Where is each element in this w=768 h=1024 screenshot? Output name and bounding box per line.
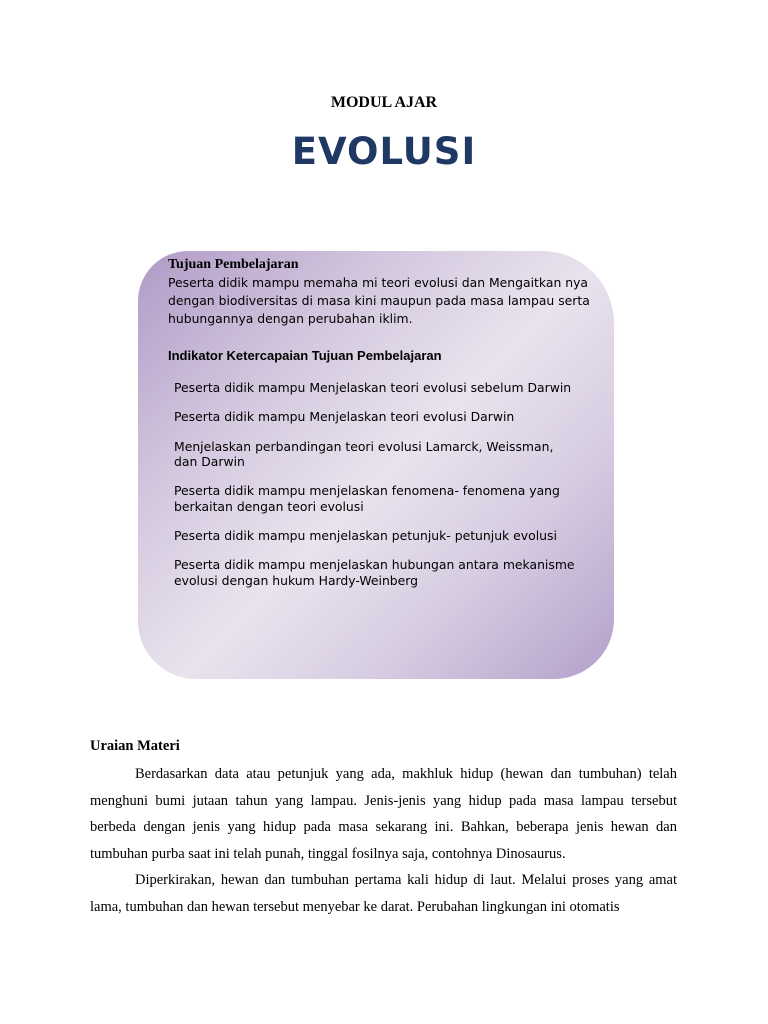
page-title: EVOLUSI xyxy=(291,130,477,173)
indicator-item: Peserta didik mampu menjelaskan fenomena- fenomena yang berkaitan dengan teori evolusi xyxy=(174,483,560,514)
module-label: MODUL AJAR xyxy=(330,94,438,111)
material-heading: Uraian Materi xyxy=(90,738,180,754)
material-paragraph: Berdasarkan data atau petunjuk yang ada, makhluk hidup (hewan dan tumbuhan) telah menghuni bumi jutaan tahun yang lampau. Jenis-jenis yang hidup pada masa lampau tersebut berbeda dengan jenis yang hidup pada masa sekarang ini. Bahkan, beberapa jenis hewan dan tumbuhan purba saat ini telah punah, tinggal fosilnya saja, contohnya Dinosaurus. xyxy=(90,766,677,862)
indicator-item: Peserta didik mampu menjelaskan petunjuk- petunjuk evolusi xyxy=(174,528,557,544)
material-body xyxy=(90,761,677,927)
indicator-item: Menjelaskan perbandingan teori evolusi Lamarck, Weissman, dan Darwin xyxy=(174,438,554,470)
indicator-list xyxy=(174,380,579,602)
indicator-item: Peserta didik mampu Menjelaskan teori evolusi Darwin xyxy=(174,409,515,425)
objective-text: Peserta didik mampu memaha mi teori evolusi dan Mengaitkan nya dengan biodiversitas di masa kini maupun pada masa lampau serta hubungannya dengan perubahan iklim. xyxy=(168,275,590,326)
learning-objectives-box xyxy=(138,251,614,679)
indicator-item: Peserta didik mampu menjelaskan hubungan antara mekanisme evolusi dengan hukum Hardy-Weinberg xyxy=(174,557,575,588)
indicator-item: Peserta didik mampu Menjelaskan teori evolusi sebelum Darwin xyxy=(174,380,572,395)
indicator-heading: Indikator Ketercapaian Tujuan Pembelajaran xyxy=(168,348,442,363)
objectives-heading: Tujuan Pembelajaran xyxy=(168,257,299,272)
material-paragraph: Diperkirakan, hewan dan tumbuhan pertama kali hidup di laut. Melalui proses yang amat lama, tumbuhan dan hewan tersebut menyebar ke darat. Perubahan lingkungan ini otomatis xyxy=(90,872,677,915)
